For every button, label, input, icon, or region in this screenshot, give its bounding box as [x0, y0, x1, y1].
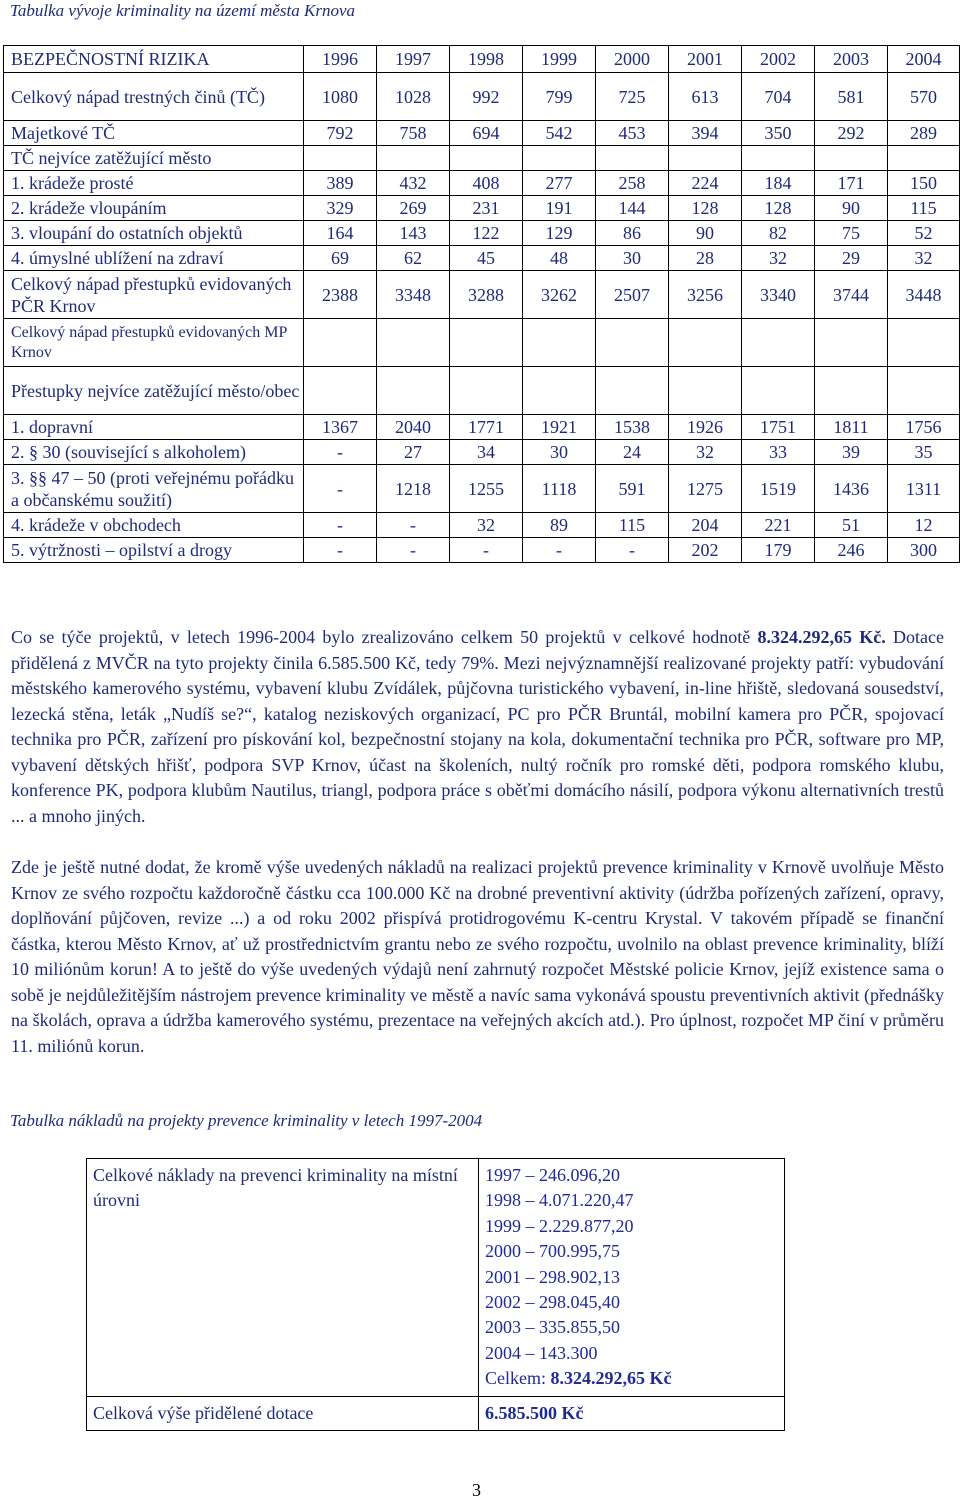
- crime-table: [3, 45, 960, 563]
- table-cell: 129: [523, 221, 596, 246]
- row-label: 1. krádeže prosté: [4, 171, 304, 196]
- table-cell: -: [304, 538, 377, 563]
- table-cell: 122: [450, 221, 523, 246]
- table-cell: 1771: [450, 415, 523, 440]
- row-label: Celkový nápad trestných činů (TČ): [4, 73, 304, 121]
- table-cell: 62: [377, 246, 450, 271]
- table-row: [4, 367, 960, 415]
- table-cell: 289: [888, 121, 960, 146]
- table-cell: 48: [523, 246, 596, 271]
- table-cell: 33: [742, 440, 815, 465]
- table1-caption: Tabulka vývoje kriminality na území města Krnova: [10, 1, 355, 20]
- table-cell: 1311: [888, 465, 960, 513]
- table-cell: 29: [815, 246, 888, 271]
- row-label: 2. krádeže vloupáním: [4, 196, 304, 221]
- table-cell: 725: [596, 73, 669, 121]
- table-cell: 231: [450, 196, 523, 221]
- table-row: [4, 513, 960, 538]
- table-cell: 89: [523, 513, 596, 538]
- table-cell: 329: [304, 196, 377, 221]
- table-cell: 3256: [669, 271, 742, 319]
- table-cell: 171: [815, 171, 888, 196]
- header-cell-year: 1998: [450, 46, 523, 73]
- table-cell: -: [304, 440, 377, 465]
- table-cell: 581: [815, 73, 888, 121]
- table-cell: -: [377, 513, 450, 538]
- cost-year-item: 1999 – 2.229.877,20: [485, 1215, 634, 1236]
- table-cell: 3288: [450, 271, 523, 319]
- table-cell: 1275: [669, 465, 742, 513]
- table-cell: 32: [669, 440, 742, 465]
- table-cell: -: [523, 538, 596, 563]
- table-cell: 24: [596, 440, 669, 465]
- header-cell-label: BEZPEČNOSTNÍ RIZIKA: [4, 46, 304, 73]
- table-row: [87, 1396, 785, 1430]
- header-cell-year: 2002: [742, 46, 815, 73]
- table-cell: [377, 146, 450, 171]
- table-cell: 453: [596, 121, 669, 146]
- table-row: [4, 440, 960, 465]
- table-row: [4, 271, 960, 319]
- table-cell: 799: [523, 73, 596, 121]
- table-cell: 32: [742, 246, 815, 271]
- table-cell: 542: [523, 121, 596, 146]
- table-row: [4, 171, 960, 196]
- table-cell: 51: [815, 513, 888, 538]
- table-cell: 202: [669, 538, 742, 563]
- table-cell: 704: [742, 73, 815, 121]
- paragraph-text: Dotace přidělená z MVČR na tyto projekty činila 6.585.500 Kč, tedy 79%. Mezi nejvýznamnější realizované projekty patří: vybudování městského kamerového systému, vybavení klubu Zvídálek, půjčovna turistického vybavení, in-line hřiště, sledovaná sousedství, lezecká stěna, leták „Nudíš se?“, katalog neziskových organizací, PC pro PČR Bruntál, mobilní kamera pro PČR, spojovací technika pro PČR, zařízení pro pískování kol, bezpečnostní stojany na kola, dokumentační technika pro PČR, software pro MP, vybavení dětských hřišť, podpora SVP Krnov, účast na školeních, nultý ročník pro romské děti, podpora romského klubu, konference PK, podpora klubům Nautilus, triangl, podpora práce s oběťmi domácího násilí, podpora výkonu alternativních trestů ... a mnoho jiných.: [11, 627, 944, 826]
- table-cell: [742, 146, 815, 171]
- table-row: [4, 246, 960, 271]
- table-cell: 1926: [669, 415, 742, 440]
- table-cell: 30: [523, 440, 596, 465]
- table-cell: 694: [450, 121, 523, 146]
- table-cell: 3340: [742, 271, 815, 319]
- table-row: [4, 73, 960, 121]
- table-cell: 45: [450, 246, 523, 271]
- table-cell: 792: [304, 121, 377, 146]
- table-cell: -: [377, 538, 450, 563]
- table-cell: 39: [815, 440, 888, 465]
- table-cell: 350: [742, 121, 815, 146]
- header-cell-year: 1996: [304, 46, 377, 73]
- table-cell: [596, 367, 669, 415]
- table-cell: 150: [888, 171, 960, 196]
- costs-years: [479, 1159, 785, 1397]
- table-cell: 221: [742, 513, 815, 538]
- row-label: Celkový nápad přestupků evidovaných PČR Krnov: [4, 271, 304, 319]
- table-cell: 1080: [304, 73, 377, 121]
- page-number: 3: [472, 1480, 481, 1500]
- paragraph-projects: [11, 625, 944, 829]
- table-cell: [450, 146, 523, 171]
- costs-label: Celkové náklady na prevenci kriminality na místní úrovni: [87, 1159, 479, 1397]
- table-cell: 179: [742, 538, 815, 563]
- table-row: [87, 1159, 785, 1397]
- table-cell: 191: [523, 196, 596, 221]
- header-cell-year: 1997: [377, 46, 450, 73]
- table-cell: [377, 367, 450, 415]
- table-cell: 27: [377, 440, 450, 465]
- table-cell: 184: [742, 171, 815, 196]
- table-cell: 570: [888, 73, 960, 121]
- row-label: TČ nejvíce zatěžující město: [4, 146, 304, 171]
- header-cell-year: 2000: [596, 46, 669, 73]
- table-cell: 758: [377, 121, 450, 146]
- subsidy-label: Celková výše přidělené dotace: [87, 1396, 479, 1430]
- row-label: 4. úmyslné ublížení na zdraví: [4, 246, 304, 271]
- table-row: [4, 146, 960, 171]
- table-cell: [523, 146, 596, 171]
- table-row: [4, 221, 960, 246]
- table-cell: 86: [596, 221, 669, 246]
- table-cell: 28: [669, 246, 742, 271]
- table-cell: -: [304, 465, 377, 513]
- row-label: Přestupky nejvíce zatěžující město/obec: [4, 367, 304, 415]
- table-cell: 3448: [888, 271, 960, 319]
- table-cell: [888, 319, 960, 367]
- cost-year-item: 2001 – 298.902,13: [485, 1266, 620, 1287]
- row-label: 3. §§ 47 – 50 (proti veřejnému pořádku a občanskému soužití): [4, 465, 304, 513]
- table-cell: 90: [669, 221, 742, 246]
- table-cell: [669, 319, 742, 367]
- table-cell: 224: [669, 171, 742, 196]
- table-cell: 82: [742, 221, 815, 246]
- table-cell: 144: [596, 196, 669, 221]
- table-cell: 12: [888, 513, 960, 538]
- table-cell: [523, 367, 596, 415]
- table-cell: 3262: [523, 271, 596, 319]
- table-cell: [596, 146, 669, 171]
- cost-year-item: 1997 – 246.096,20: [485, 1165, 620, 1185]
- table-cell: 246: [815, 538, 888, 563]
- table-cell: [742, 367, 815, 415]
- table-cell: 75: [815, 221, 888, 246]
- table-cell: [523, 319, 596, 367]
- table-cell: [815, 319, 888, 367]
- total-value: 8.324.292,65 Kč: [550, 1368, 672, 1389]
- table-cell: [450, 319, 523, 367]
- table-cell: [669, 146, 742, 171]
- table-cell: 34: [450, 440, 523, 465]
- table-cell: [596, 319, 669, 367]
- row-label: 3. vloupání do ostatních objektů: [4, 221, 304, 246]
- table-row: [4, 538, 960, 563]
- table-cell: 164: [304, 221, 377, 246]
- table-cell: [377, 319, 450, 367]
- table-cell: 128: [669, 196, 742, 221]
- costs-total: [485, 1366, 778, 1391]
- table-cell: [304, 146, 377, 171]
- header-cell-year: 1999: [523, 46, 596, 73]
- table-cell: 1756: [888, 415, 960, 440]
- header-cell-year: 2004: [888, 46, 960, 73]
- subsidy-amount: 6.585.500 Kč: [485, 1402, 584, 1423]
- table-row: [4, 121, 960, 146]
- table-cell: 1436: [815, 465, 888, 513]
- table-cell: 204: [669, 513, 742, 538]
- table-cell: [450, 367, 523, 415]
- table-cell: 1118: [523, 465, 596, 513]
- table-cell: 69: [304, 246, 377, 271]
- table-cell: 269: [377, 196, 450, 221]
- table-cell: 1028: [377, 73, 450, 121]
- table-cell: 1218: [377, 465, 450, 513]
- table-cell: 35: [888, 440, 960, 465]
- table-cell: 2040: [377, 415, 450, 440]
- total-value-bold: 8.324.292,65 Kč.: [757, 627, 886, 647]
- table-cell: 3348: [377, 271, 450, 319]
- row-label: Celkový nápad přestupků evidovaných MP Krnov: [4, 319, 304, 367]
- table-row: [4, 319, 960, 367]
- table-cell: -: [304, 513, 377, 538]
- table-cell: 115: [888, 196, 960, 221]
- paragraph-additional: Zde je ještě nutné dodat, že kromě výše uvedených nákladů na realizaci projektů prevence kriminality v Krnově uvolňuje Město Krnov ze svého rozpočtu každoročně částku cca 100.000 Kč na drobné preventivní aktivity (údržba pořízených zařízení, opravy, doplňování půjčoven, revize ...) a od roku 2002 přispívá protidrogovému K-centru Krystal. V takovém případě se finanční částka, kterou Město Krnov, ať už prostřednictvím grantu nebo ze svého rozpočtu, uvolnilo na oblast prevence kriminality, blíží 10 miliónům korun! A to ještě do výše uvedených výdajů není zahrnutý rozpočet Městské policie Krnov, jejíž existence sama o sobě je nejdůležitějším nástrojem prevence kriminality ve městě a navíc sama vykonává spoustu preventivních aktivit (přednášky na školách, oprava a údržba kamerového systému, prezentace na veřejných akcích atd.). Pro úplnost, rozpočet MP činí v průměru 11. miliónů korun.: [11, 857, 944, 1056]
- table-cell: 992: [450, 73, 523, 121]
- cost-year-item: 2002 – 298.045,40: [485, 1292, 620, 1313]
- table-cell: -: [596, 538, 669, 563]
- table-cell: 90: [815, 196, 888, 221]
- table-cell: [304, 319, 377, 367]
- table-row: [4, 465, 960, 513]
- table-cell: [888, 367, 960, 415]
- table-cell: 292: [815, 121, 888, 146]
- table-cell: 52: [888, 221, 960, 246]
- row-label: 5. výtržnosti – opilství a drogy: [4, 538, 304, 563]
- table-cell: [304, 367, 377, 415]
- cost-year-item: 2004 – 143.300: [485, 1342, 598, 1363]
- table-header-row: [4, 46, 960, 73]
- total-label: Celkem:: [485, 1368, 551, 1389]
- cost-year-item: 1998 – 4.071.220,47: [485, 1190, 634, 1211]
- paragraph-text: Co se týče projektů, v letech 1996-2004 bylo zrealizováno celkem 50 projektů v celkové hodnotě: [11, 627, 758, 647]
- table-cell: 277: [523, 171, 596, 196]
- table-cell: 389: [304, 171, 377, 196]
- table-cell: 30: [596, 246, 669, 271]
- table-cell: 1921: [523, 415, 596, 440]
- table-cell: 2507: [596, 271, 669, 319]
- table-row: [4, 415, 960, 440]
- table-cell: [669, 367, 742, 415]
- row-label: 1. dopravní: [4, 415, 304, 440]
- table-cell: 613: [669, 73, 742, 121]
- table-cell: 1751: [742, 415, 815, 440]
- table-cell: 1538: [596, 415, 669, 440]
- table-cell: 1519: [742, 465, 815, 513]
- table-cell: 394: [669, 121, 742, 146]
- table-cell: 432: [377, 171, 450, 196]
- table-cell: [815, 146, 888, 171]
- table-cell: 591: [596, 465, 669, 513]
- row-label: Majetkové TČ: [4, 121, 304, 146]
- table-cell: -: [450, 538, 523, 563]
- table-cell: 32: [450, 513, 523, 538]
- table-cell: 1811: [815, 415, 888, 440]
- table-cell: [742, 319, 815, 367]
- row-label: 4. krádeže v obchodech: [4, 513, 304, 538]
- subsidy-value: [479, 1396, 785, 1430]
- table-cell: 3744: [815, 271, 888, 319]
- table-cell: [888, 146, 960, 171]
- table-cell: 2388: [304, 271, 377, 319]
- header-cell-year: 2003: [815, 46, 888, 73]
- table-cell: 32: [888, 246, 960, 271]
- table2-caption: Tabulka nákladů na projekty prevence kriminality v letech 1997-2004: [10, 1111, 483, 1130]
- table-cell: 1255: [450, 465, 523, 513]
- table-cell: 300: [888, 538, 960, 563]
- table-row: [4, 196, 960, 221]
- table-cell: 115: [596, 513, 669, 538]
- table-cell: [815, 367, 888, 415]
- table-cell: 143: [377, 221, 450, 246]
- costs-table: [86, 1158, 785, 1431]
- table-cell: 1367: [304, 415, 377, 440]
- cost-year-item: 2003 – 335.855,50: [485, 1317, 620, 1338]
- table-cell: 408: [450, 171, 523, 196]
- table-cell: 128: [742, 196, 815, 221]
- row-label: 2. § 30 (související s alkoholem): [4, 440, 304, 465]
- header-cell-year: 2001: [669, 46, 742, 73]
- table-cell: 258: [596, 171, 669, 196]
- cost-year-item: 2000 – 700.995,75: [485, 1241, 620, 1262]
